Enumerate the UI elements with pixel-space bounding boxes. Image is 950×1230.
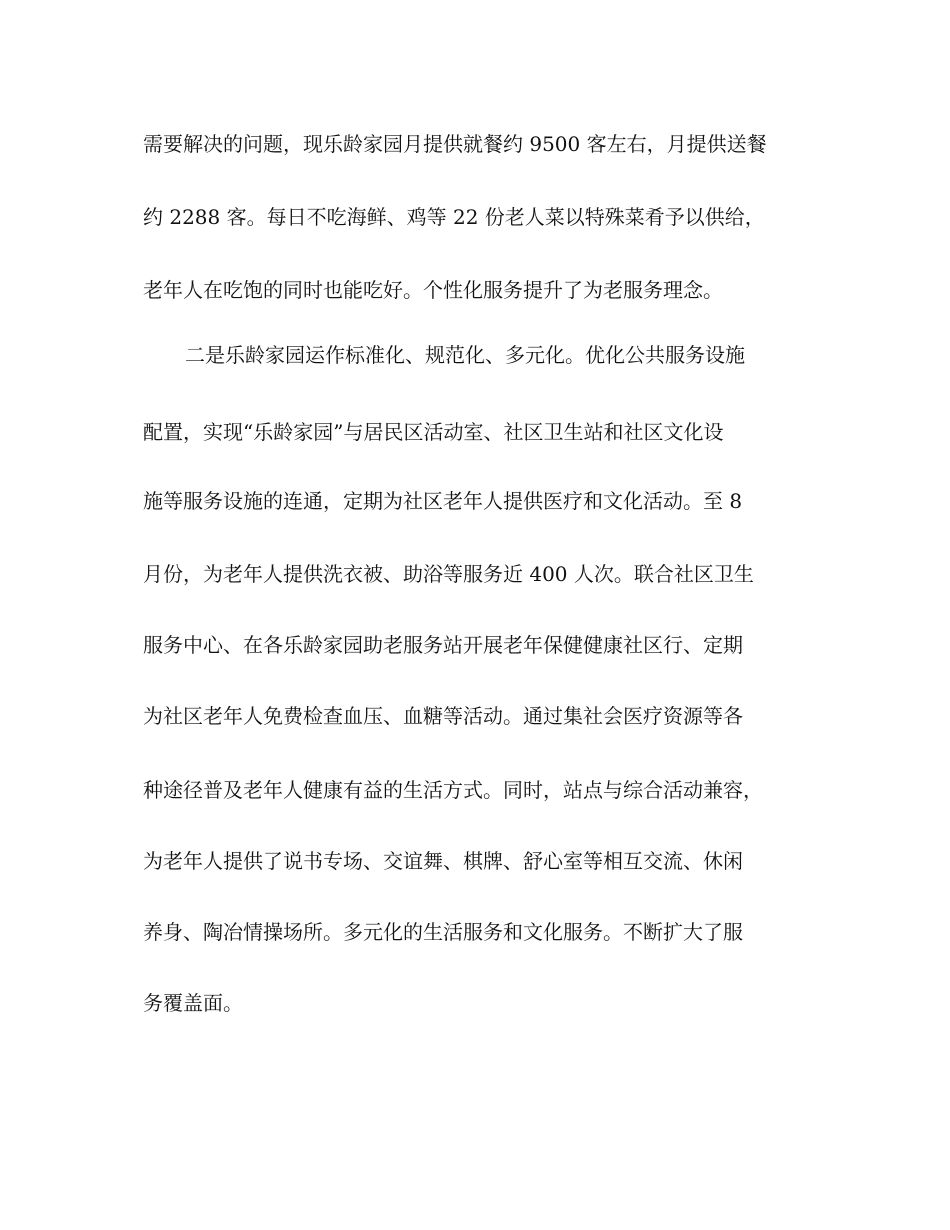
text-line: 务覆盖面。 (143, 991, 243, 1015)
text-line: 为老年人提供了说书专场、交谊舞、棋牌、舒心室等相互交流、休闲 (143, 849, 743, 873)
text-line: 月份，为老年人提供洗衣被、助浴等服务近 400 人次。联合社区卫生 (143, 562, 754, 586)
text-line: 服务中心、在各乐龄家园助老服务站开展老年保健健康社区行、定期 (143, 633, 743, 657)
text-line: 种途径普及老年人健康有益的生活方式。同时，站点与综合活动兼容， (143, 778, 763, 802)
text-line: 约 2288 客。每日不吃海鲜、鸡等 22 份老人菜以特殊菜肴予以供给， (143, 205, 765, 229)
text-line: 老年人在吃饱的同时也能吃好。个性化服务提升了为老服务理念。 (143, 278, 723, 302)
paragraph-start-line: 二是乐龄家园运作标准化、规范化、多元化。优化公共服务设施 (185, 343, 745, 367)
text-line: 养身、陶冶情操场所。多元化的生活服务和文化服务。不断扩大了服 (143, 920, 743, 944)
text-line: 为社区老年人免费检查血压、血糖等活动。通过集社会医疗资源等各 (143, 704, 743, 728)
text-line: 施等服务设施的连通，定期为社区老年人提供医疗和文化活动。至 8 (143, 489, 743, 513)
text-line: 需要解决的问题，现乐龄家园月提供就餐约 9500 客左右，月提供送餐 (143, 132, 767, 156)
text-line: 配置，实现“乐龄家园”与居民区活动室、社区卫生站和社区文化设 (143, 420, 724, 444)
